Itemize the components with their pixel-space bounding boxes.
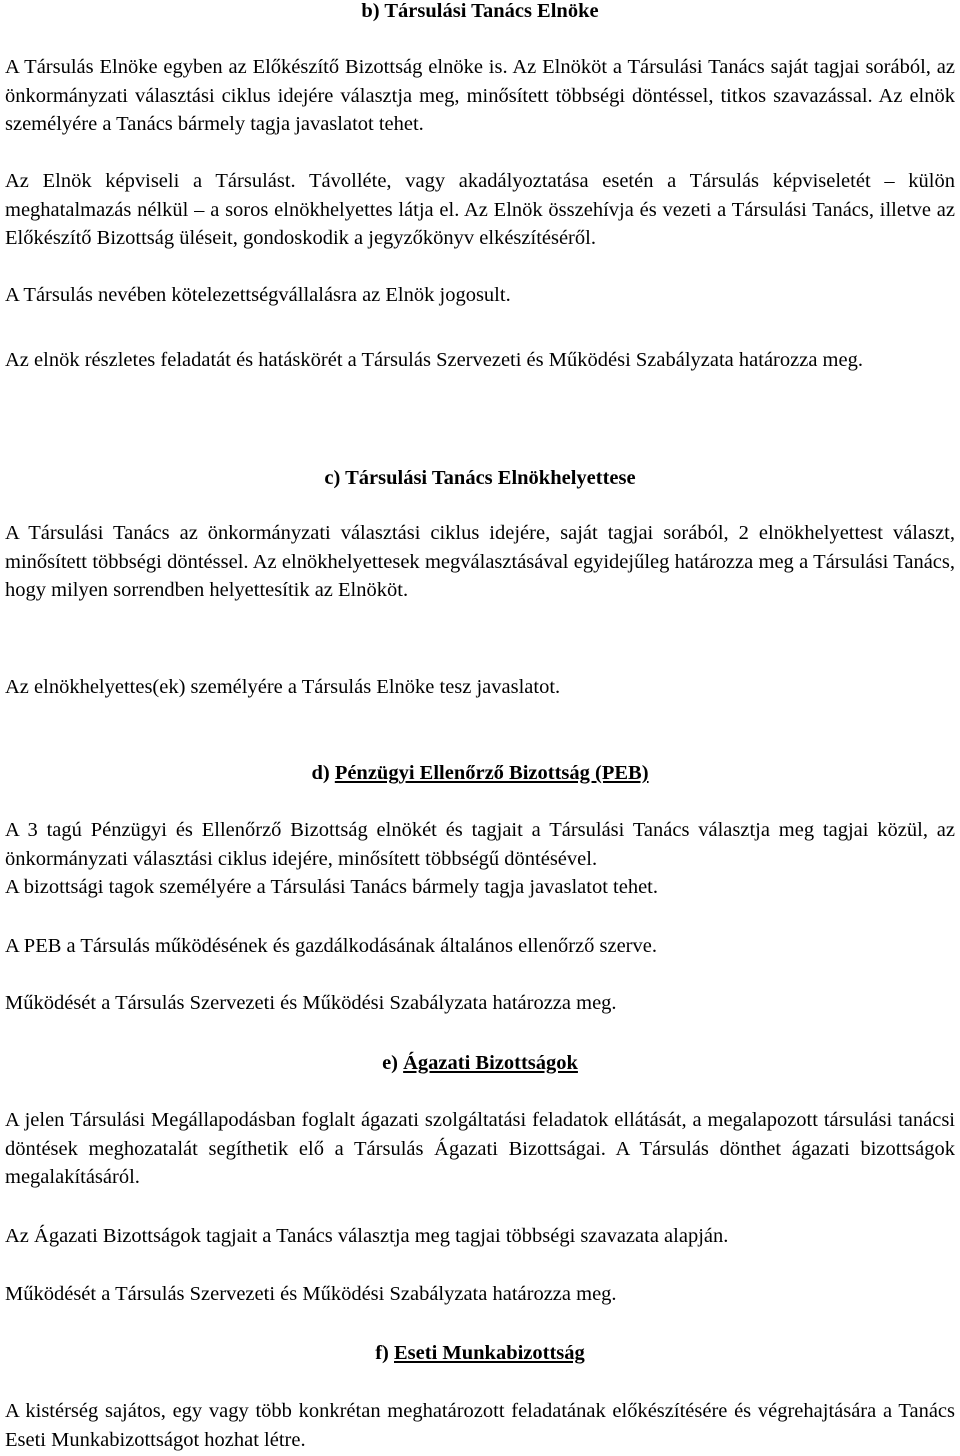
section-f-title-main: Eseti Munkabizottság <box>394 1342 585 1364</box>
section-f-title <box>0 1339 960 1368</box>
section-b-title: b) Társulási Tanács Elnöke <box>361 0 599 22</box>
section-b-paragraph-3: A Társulás nevében kötelezettségvállalásra az Elnök jogosult. <box>5 284 511 306</box>
section-b-paragraph-4: Az elnök részletes feladatát és hatáskörét a Társulás Szervezeti és Működési Szabályzata határozza meg. <box>5 349 863 371</box>
section-f-paragraph-1: A kistérség sajátos, egy vagy több konkrétan meghatározott feladatának előkészítésére és végrehajtására a Tanács Eseti Munkabizottságot hozhat létre. <box>5 1400 955 1451</box>
section-d-title-prefix: d) <box>311 762 330 784</box>
section-c-paragraph-1: A Társulási Tanács az önkormányzati választási ciklus idejére, saját tagjai sorából, 2 elnökhelyettest választ, minősített többségi döntéssel. Az elnökhelyettesek megválasztásával egyidejűleg határozza meg a Társulási Tanács, hogy milyen sorrendben helyettesítik az Elnököt. <box>5 522 955 602</box>
section-c-title: c) Társulási Tanács Elnökhelyettese <box>324 467 636 489</box>
section-d-title-main: Pénzügyi Ellenőrző Bizottság (PEB) <box>334 762 649 784</box>
section-e-title-prefix: e) <box>382 1052 398 1074</box>
section-d-paragraph-3: A PEB a Társulás működésének és gazdálkodásának általános ellenőrző szerve. <box>5 935 657 957</box>
section-f-title-prefix: f) <box>375 1342 389 1364</box>
section-d-paragraph-4: Működését a Társulás Szervezeti és Működési Szabályzata határozza meg. <box>5 992 617 1014</box>
section-e-paragraph-2: Az Ágazati Bizottságok tagjait a Tanács választja meg tagjai többségi szavazata alapján. <box>5 1225 729 1247</box>
section-b-paragraph-1: A Társulás Elnöke egyben az Előkészítő Bizottság elnöke is. Az Elnököt a Társulási Tanács saját tagjai sorából, az önkormányzati választási ciklus idejére választja meg, minősített többségi döntéssel, titkos szavazással. Az elnök személyére a Tanács bármely tagja javaslatot tehet. <box>5 56 955 136</box>
section-e-title <box>0 1049 960 1078</box>
section-d-paragraph-1: A 3 tagú Pénzügyi és Ellenőrző Bizottság elnökét és tagjait a Társulási Tanács választja meg tagjai közül, az önkormányzati választási ciklus idejére, minősített többségű döntésével. <box>5 819 955 870</box>
section-b-paragraph-2: Az Elnök képviseli a Társulást. Távolléte, vagy akadályoztatása esetén a Társulás képviseletét – külön meghatalmazás nélkül – a soros elnökhelyettes látja el. Az Elnök összehívja és vezeti a Társulási Tanács, illetve az Előkészítő Bizottság üléseit, gondoskodik a jegyzőkönyv elkészítéséről. <box>5 170 955 250</box>
section-d-paragraph-2: A bizottsági tagok személyére a Társulási Tanács bármely tagja javaslatot tehet. <box>5 876 659 898</box>
section-d-title <box>0 759 960 788</box>
section-e-paragraph-3: Működését a Társulás Szervezeti és Működési Szabályzata határozza meg. <box>5 1283 617 1305</box>
section-e-paragraph-1: A jelen Társulási Megállapodásban foglalt ágazati szolgáltatási feladatok ellátását, a megalapozott társulási tanácsi döntések meghozatalát segíthetik elő a Társulás Ágazati Bizottságai. A Társulás dönthet ágazati bizottságok megalakításáról. <box>5 1109 955 1189</box>
section-c-paragraph-2: Az elnökhelyettes(ek) személyére a Társulás Elnöke tesz javaslatot. <box>5 676 561 698</box>
section-e-title-main: Ágazati Bizottságok <box>403 1052 578 1074</box>
